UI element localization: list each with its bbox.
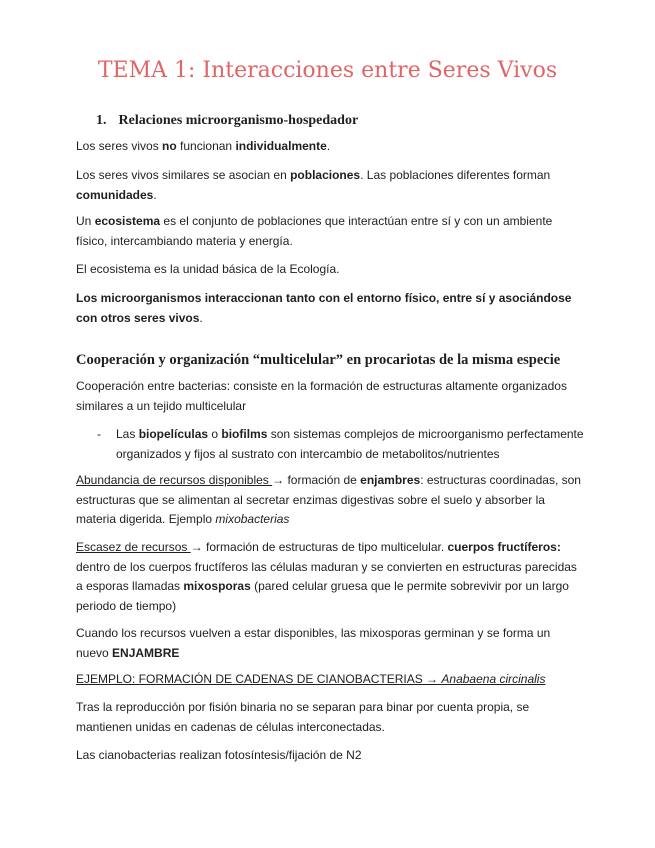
section-heading-text: Relaciones microorganismo-hospedador bbox=[118, 113, 359, 128]
paragraph-8: Escasez de recursos → formación de estructuras de tipo multicelular. cuerpos fructíferos: dentro de los cuerpos fructíferos las células maduran y se convierten en estructuras parecidas a esporas llamadas mixosporas (pared celular gruesa que le permite sobrevivir por un largo periodo de tiempo) bbox=[76, 540, 577, 613]
section-heading-2: Cooperación y organización “multicelular” en procariotas de la misma especie bbox=[76, 352, 561, 368]
paragraph-5: Los microorganismos interaccionan tanto con el entorno físico, entre sí y asociándose con otros seres vivos. bbox=[76, 291, 572, 325]
paragraph-3: Un ecosistema es el conjunto de poblaciones que interactúan entre sí y con un ambiente físico, intercambiando materia y energía. bbox=[76, 214, 553, 248]
paragraph-2: Los seres vivos similares se asocian en poblaciones. Las poblaciones diferentes forman comunidades. bbox=[76, 168, 551, 202]
section-number: 1. bbox=[96, 113, 107, 128]
bullet-dash: - bbox=[97, 427, 101, 441]
section-heading-1 bbox=[96, 113, 358, 129]
paragraph-12: Las cianobacterias realizan fotosíntesis/fijación de N2 bbox=[76, 748, 362, 762]
bullet-item: Las biopelículas o biofilms son sistemas complejos de microorganismo perfectamente organizados y fijos al sustrato con intercambio de metabolitos/nutrientes bbox=[116, 427, 584, 461]
paragraph-9: Cuando los recursos vuelven a estar disponibles, las mixosporas germinan y se forma un nuevo ENJAMBRE bbox=[76, 626, 551, 660]
paragraph-10: EJEMPLO: FORMACIÓN DE CADENAS DE CIANOBACTERIAS → Anabaena circinalis bbox=[76, 672, 546, 686]
paragraph-4: El ecosistema es la unidad básica de la Ecología. bbox=[76, 262, 340, 276]
paragraph-11: Tras la reproducción por fisión binaria no se separan para binar por cuenta propia, se mantienen unidas en cadenas de células interconectadas. bbox=[76, 700, 530, 734]
paragraph-6: Cooperación entre bacterias: consiste en la formación de estructuras altamente organizados similares a un tejido multicelular bbox=[76, 379, 567, 413]
paragraph-7: Abundancia de recursos disponibles → formación de enjambres: estructuras coordinadas, son estructuras que se alimentan al secretar enzimas digestivas sobre el suelo y absorber la materia digerida. Ejemplo mixobacterias bbox=[76, 473, 581, 526]
page-title: TEMA 1: Interacciones entre Seres Vivos bbox=[97, 58, 558, 83]
paragraph-1: Los seres vivos no funcionan individualmente. bbox=[76, 139, 331, 153]
